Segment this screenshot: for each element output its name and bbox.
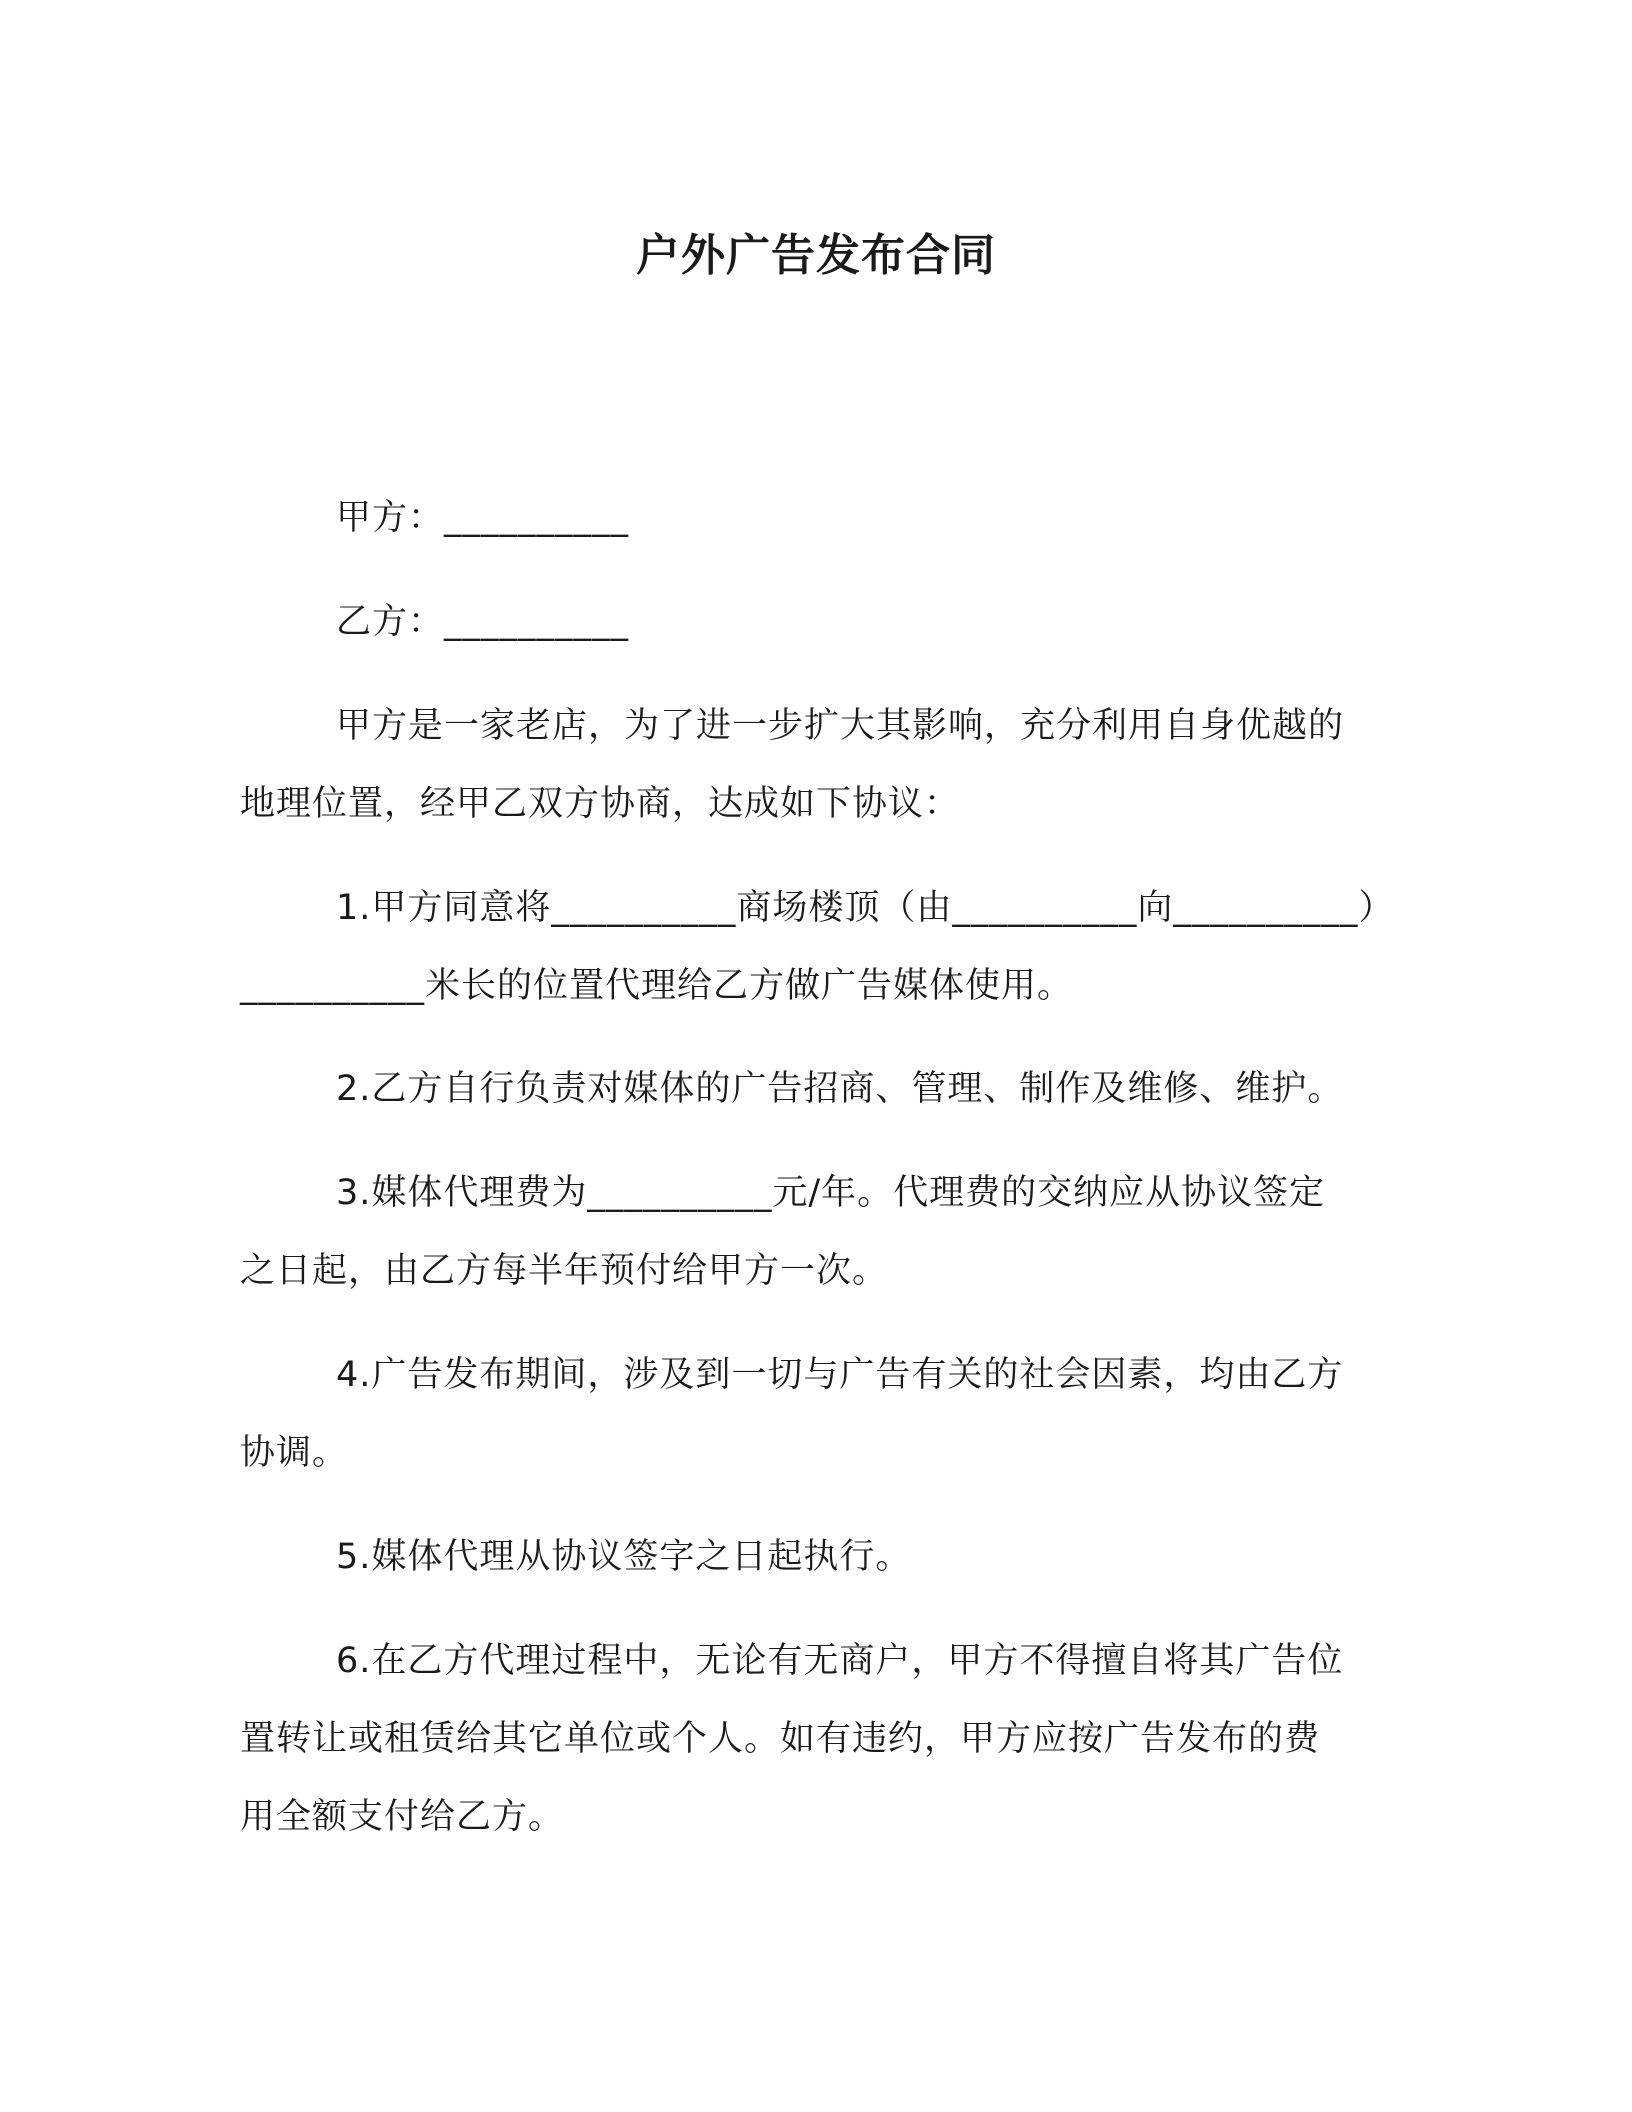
clause-6-line: 用全额支付给乙方。 [240, 1797, 565, 1837]
clause-5-paragraph [240, 1518, 1400, 1596]
clause-6-line: 6.在乙方代理过程中，无论有无商户，甲方不得擅自将其广告位 [336, 1641, 1344, 1681]
clause-1-line: 1.甲方同意将__________商场楼顶（由__________向__________） [336, 888, 1395, 928]
clause-4-line: 4.广告发布期间，涉及到一切与广告有关的社会因素，均由乙方 [336, 1355, 1344, 1395]
clause-2-paragraph [240, 1050, 1400, 1128]
clause-1-line: __________米长的位置代理给乙方做广告媒体使用。 [240, 966, 1074, 1006]
party-a-line [240, 479, 1400, 557]
clause-3-line: 之日起，由乙方每半年预付给甲方一次。 [240, 1251, 889, 1291]
clause-6-line: 置转让或租赁给其它单位或个人。如有违约，甲方应按广告发布的费 [240, 1719, 1321, 1759]
clause-2-line: 2.乙方自行负责对媒体的广告招商、管理、制作及维修、维护。 [336, 1069, 1344, 1109]
clause-1-paragraph [240, 869, 1400, 1025]
clause-6-paragraph [240, 1622, 1400, 1856]
clause-3-line: 3.媒体代理费为__________元/年。代理费的交纳应从协议签定 [336, 1173, 1326, 1213]
clause-5-line: 5.媒体代理从协议签字之日起执行。 [336, 1537, 912, 1577]
intro-line: 地理位置，经甲乙双方协商，达成如下协议： [240, 784, 961, 824]
intro-line: 甲方是一家老店，为了进一步扩大其影响，充分利用自身优越的 [336, 706, 1345, 746]
intro-paragraph [240, 687, 1400, 843]
party-b-line [240, 583, 1400, 661]
clause-3-paragraph [240, 1154, 1400, 1310]
clause-4-paragraph [240, 1336, 1400, 1492]
party-b-text: 乙方：__________ [336, 602, 630, 642]
document-title: 户外广告发布合同 [636, 230, 996, 281]
party-a-text: 甲方：__________ [336, 498, 630, 538]
clause-4-line: 协调。 [240, 1433, 349, 1473]
